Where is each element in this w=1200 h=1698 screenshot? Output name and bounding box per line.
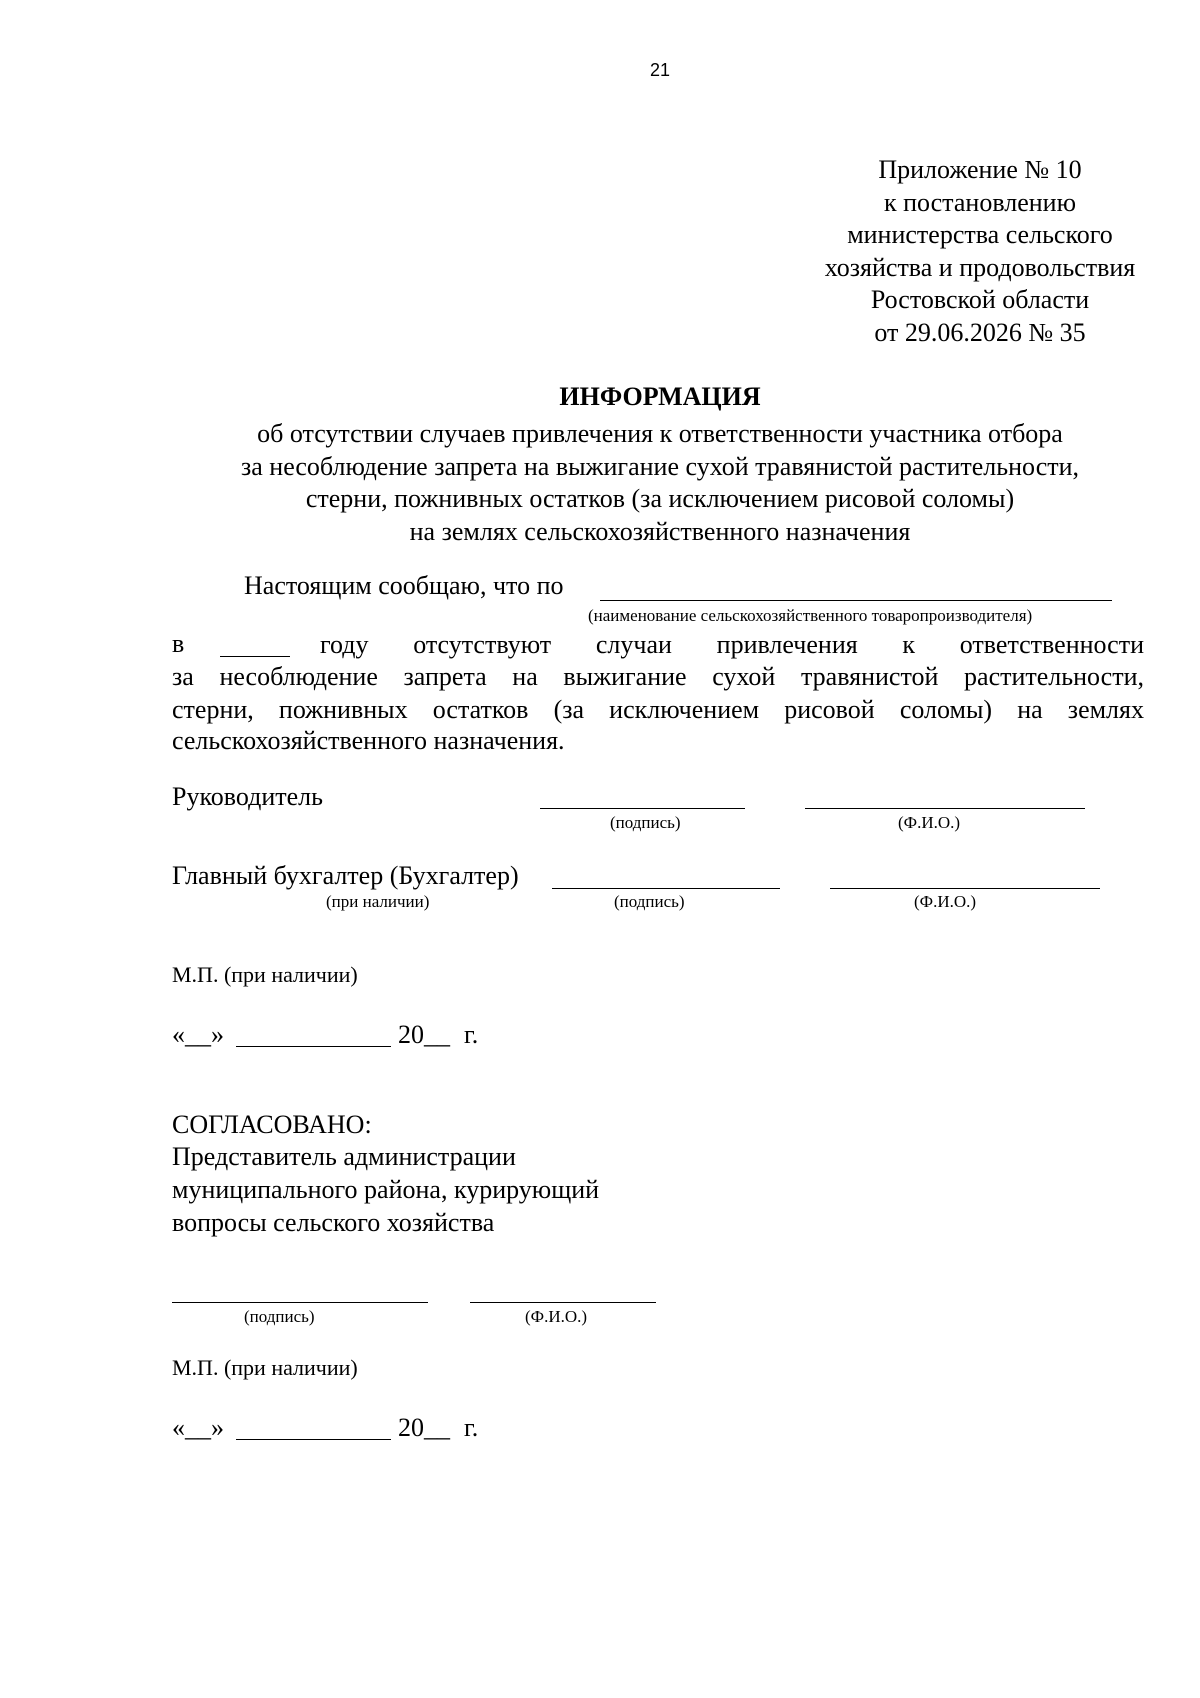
subtitle-line: на землях сельскохозяйственного назначения [409,516,911,546]
subtitle-line: за несоблюдение запрета на выжигание сухой травянистой растительности, [240,451,1080,481]
agreed-signature-caption: (подпись) [244,1307,315,1326]
date-year-2: 20__ [398,1413,450,1442]
stamp-note-2: М.П. (при наличии) [172,1355,358,1380]
accountant-name-caption: (Ф.И.О.) [914,892,977,911]
appendix-line: Приложение № 10 [878,155,1082,184]
agreed-name-line[interactable] [470,1302,656,1303]
body-line-2: за несоблюдение запрета на выжигание сухой травянистой растительности, [172,662,1144,691]
agreed-signature-line[interactable] [172,1302,428,1303]
date-year-1: 20__ [398,1020,450,1049]
body-line-4: сельскохозяйственного назначения. [172,726,565,755]
date-day-1: «__» [172,1020,224,1049]
page-number: 21 [649,60,671,80]
producer-name-line[interactable] [600,600,1112,601]
accountant-signature-line[interactable] [552,888,780,889]
accountant-note-caption: (при наличии) [326,892,430,911]
agreed-name-caption: (Ф.И.О.) [525,1307,588,1326]
year-prefix: в [172,629,185,658]
agreed-line: муниципального района, курирующий [172,1175,600,1204]
appendix-line: Ростовской области [870,285,1090,315]
accountant-name-line[interactable] [830,888,1100,889]
date-suffix-2: г. [464,1413,479,1442]
head-signature-caption: (подпись) [610,813,681,832]
subtitle-line: об отсутствии случаев привлечения к ответственности участника отбора [257,419,1063,448]
agreed-label: СОГЛАСОВАНО: [172,1110,372,1139]
head-signature-line[interactable] [540,808,745,809]
document-title: ИНФОРМАЦИЯ [559,382,761,411]
appendix-line: к постановлению [883,187,1077,217]
date-month-line-2[interactable] [236,1439,391,1440]
producer-caption: (наименование сельскохозяйственного товаропроизводителя) [588,606,1033,625]
agreed-line: Представитель администрации [172,1142,516,1171]
head-name-line[interactable] [805,808,1085,809]
body-line-3: стерни, пожнивных остатков (за исключением рисовой соломы) на землях [172,695,1144,724]
date-suffix-1: г. [464,1020,479,1049]
head-label: Руководитель [172,782,323,811]
stamp-note-1: М.П. (при наличии) [172,962,358,987]
body-line-1: году отсутствуют случаи привлечения к ответственности [320,630,1144,659]
subtitle-line: стерни, пожнивных остатков (за исключением рисовой соломы) [305,484,1015,514]
appendix-line: от 29.06.2026 № 35 [874,317,1086,347]
year-line[interactable] [220,656,290,657]
date-month-line-1[interactable] [236,1046,391,1047]
head-name-caption: (Ф.И.О.) [898,813,961,832]
appendix-block [780,154,1180,350]
appendix-line: министерства сельского [847,220,1113,250]
accountant-label: Главный бухгалтер (Бухгалтер) [172,861,519,890]
document-subtitle [0,418,1200,548]
accountant-signature-caption: (подпись) [614,892,685,911]
date-day-2: «__» [172,1413,224,1442]
intro-text: Настоящим сообщаю, что по [244,571,564,600]
agreed-line: вопросы сельского хозяйства [172,1208,495,1237]
appendix-line: хозяйства и продовольствия [824,252,1136,282]
